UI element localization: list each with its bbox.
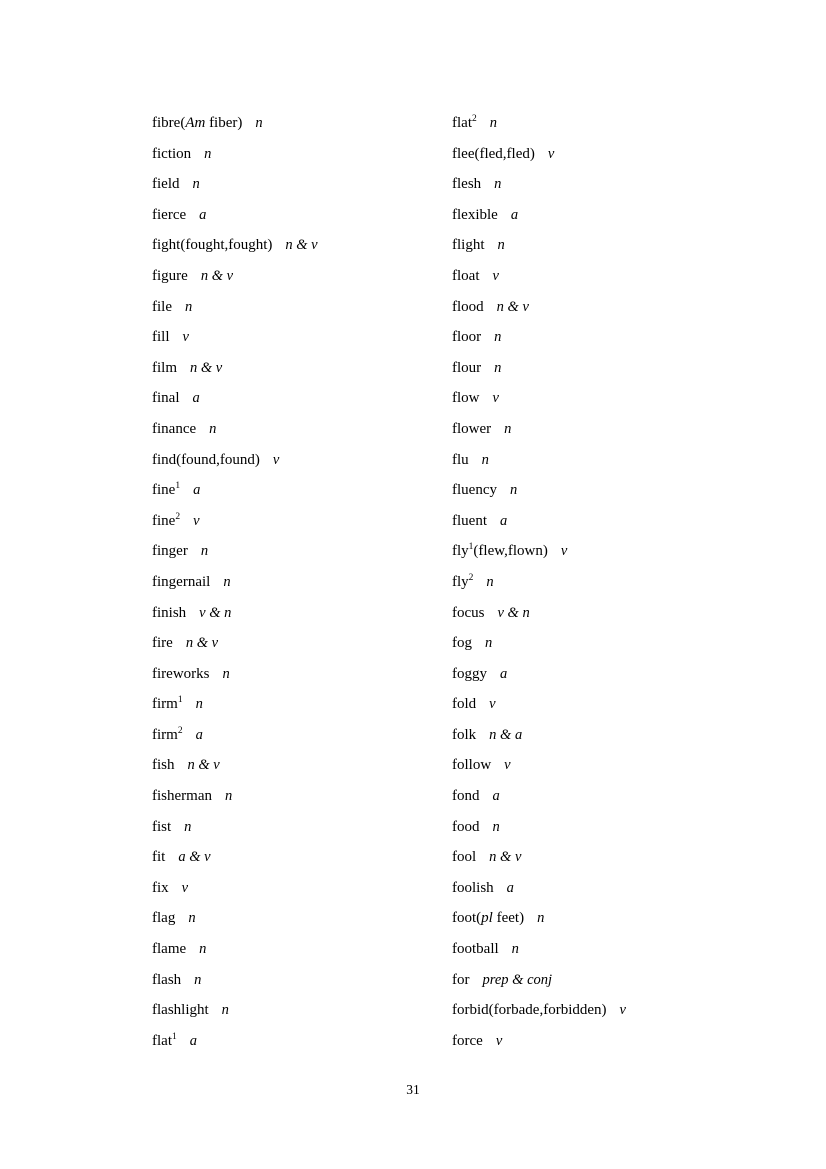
entry-word: fire [152, 635, 173, 652]
entry-word: flour [452, 359, 482, 376]
entry-word: figure [152, 267, 188, 284]
dictionary-entry [452, 873, 692, 904]
dictionary-entry [152, 598, 452, 629]
entry-part-of-speech: a [192, 390, 200, 407]
dictionary-entry [452, 139, 692, 170]
entry-part-of-speech: a [195, 726, 203, 743]
dictionary-entry [452, 230, 692, 261]
right-column [452, 108, 692, 1056]
entry-word: finish [152, 604, 187, 621]
dictionary-entry [452, 720, 692, 751]
dictionary-entry [452, 659, 692, 690]
entry-word: flashlight [152, 1002, 209, 1019]
dictionary-entry [452, 812, 692, 843]
dictionary-entry [152, 567, 452, 598]
entry-word: fisherman [152, 788, 212, 805]
entry-part-of-speech: n [509, 482, 518, 499]
entry-part-of-speech: v [193, 512, 200, 529]
entry-word: foggy [452, 665, 487, 682]
entry-part-of-speech: n [485, 635, 493, 652]
entry-word: float [452, 267, 480, 284]
entry-word: file [152, 298, 172, 315]
dictionary-entry [152, 628, 452, 659]
entry-word: flee(fled,fled) [452, 145, 535, 162]
entry-part-of-speech: n [192, 176, 200, 193]
entry-part-of-speech: n [486, 573, 494, 590]
dictionary-entry [452, 934, 692, 965]
dictionary-entry [452, 567, 692, 598]
dictionary-entry [152, 995, 452, 1026]
dictionary-entry [152, 720, 452, 751]
entry-word: film [152, 359, 177, 376]
entry-word: fierce [152, 206, 187, 223]
entry-word: flat [452, 115, 472, 131]
entry-part-of-speech: v [272, 451, 280, 468]
entry-superscript: 1 [177, 695, 183, 706]
entry-superscript: 2 [177, 725, 183, 736]
entry-part-of-speech: n [537, 910, 545, 927]
entry-word: foot( [452, 910, 482, 927]
dictionary-entry [152, 353, 452, 384]
dictionary-entry [152, 139, 452, 170]
entry-word: finance [152, 420, 197, 437]
entry-word: foolish [452, 879, 494, 896]
entry-part-of-speech: n [497, 237, 505, 254]
entry-part-of-speech: prep & conj [482, 971, 553, 988]
entry-part-of-speech: n & v [496, 298, 529, 315]
dictionary-entry [152, 475, 452, 506]
entry-word: folk [452, 726, 477, 743]
entry-part-of-speech: n & v [489, 849, 522, 866]
entry-part-of-speech: n [504, 420, 512, 437]
entry-part-of-speech: a [510, 206, 519, 223]
entry-word-tail: feet) [492, 910, 525, 927]
dictionary-entry [452, 536, 692, 567]
entry-part-of-speech: a [189, 1032, 197, 1049]
entry-word: field [152, 176, 180, 193]
dictionary-entry [452, 1026, 692, 1057]
entry-part-of-speech: n [185, 298, 193, 315]
entry-word: final [152, 390, 180, 407]
entry-inline-italic: Am [185, 115, 206, 131]
dictionary-entry [152, 414, 452, 445]
dictionary-entry [152, 1026, 452, 1057]
entry-word: fluent [452, 512, 487, 529]
entry-inline-italic: pl [481, 910, 493, 927]
entry-part-of-speech: a [500, 512, 508, 529]
entry-part-of-speech: n [494, 329, 502, 346]
entry-part-of-speech: n [199, 941, 207, 958]
entry-word: fog [452, 635, 472, 652]
entry-part-of-speech: a [492, 788, 500, 805]
entry-superscript: 2 [472, 114, 477, 124]
entry-word: fold [452, 696, 477, 713]
entry-superscript: 2 [175, 511, 181, 522]
dictionary-entry [452, 506, 692, 537]
entry-part-of-speech: n [188, 910, 196, 927]
entry-word: fill [152, 329, 170, 346]
entry-part-of-speech: n [184, 818, 192, 835]
entry-part-of-speech: n & v [200, 267, 234, 284]
dictionary-entry [452, 292, 692, 323]
dictionary-entry [152, 383, 452, 414]
entry-word: fly [452, 543, 469, 560]
entry-word: flat [152, 1032, 172, 1049]
entry-part-of-speech: v [560, 543, 568, 560]
dictionary-entry [452, 965, 692, 996]
entry-word: fond [452, 788, 480, 805]
entry-word: flag [152, 910, 176, 927]
dictionary-entry [452, 842, 692, 873]
entry-part-of-speech: n [195, 696, 203, 713]
entry-word-tail: fiber) [205, 115, 243, 131]
entry-part-of-speech: n [204, 145, 212, 162]
entry-part-of-speech: a [506, 879, 514, 896]
entry-part-of-speech: n [494, 176, 502, 193]
entry-part-of-speech: n [209, 420, 217, 437]
entry-part-of-speech: a [193, 482, 201, 499]
entry-part-of-speech: v & n [497, 604, 530, 621]
entry-word: fine [152, 482, 176, 499]
entry-superscript: 2 [468, 572, 474, 583]
entry-superscript: 1 [468, 542, 474, 553]
entry-word: flower [452, 420, 492, 437]
entry-word: flexible [452, 206, 498, 223]
dictionary-entry [452, 995, 692, 1026]
dictionary-entry [152, 965, 452, 996]
entry-word: fluency [452, 482, 497, 499]
entry-word: flash [152, 971, 182, 988]
entry-word: fingernail [152, 573, 211, 590]
entry-part-of-speech: n [222, 665, 230, 682]
dictionary-entry [152, 200, 452, 231]
entry-part-of-speech: n [511, 941, 519, 958]
left-column [152, 108, 452, 1056]
entry-part-of-speech: v [489, 696, 496, 713]
entry-part-of-speech: n [221, 1002, 229, 1019]
entry-word: flood [452, 298, 484, 315]
entry-part-of-speech: a & v [178, 849, 211, 866]
entry-word: firm [152, 696, 178, 713]
entry-part-of-speech: n & v [187, 757, 220, 774]
entry-word: flight [452, 237, 485, 254]
entry-part-of-speech: n & a [489, 726, 523, 743]
entry-superscript: 1 [172, 1031, 177, 1042]
dictionary-entry [452, 169, 692, 200]
entry-word-tail: (flew,flown) [473, 543, 548, 560]
entry-part-of-speech: n [223, 573, 231, 590]
entry-part-of-speech: v [619, 1002, 626, 1019]
entry-part-of-speech: v [504, 757, 511, 774]
page-number: 31 [406, 1082, 420, 1097]
dictionary-entry [152, 781, 452, 812]
dictionary-entry [152, 903, 452, 934]
dictionary-entry [152, 169, 452, 200]
entry-part-of-speech: n & v [285, 237, 318, 254]
dictionary-entry [452, 108, 692, 139]
dictionary-entry [452, 414, 692, 445]
dictionary-entry [152, 934, 452, 965]
dictionary-entry [452, 353, 692, 384]
dictionary-entry [152, 659, 452, 690]
entry-word: fibre( [152, 115, 186, 131]
entry-part-of-speech: n [255, 115, 263, 131]
entry-part-of-speech: a [500, 665, 508, 682]
entry-part-of-speech: a [199, 206, 207, 223]
entry-word: forbid(forbade,forbidden) [452, 1002, 607, 1019]
dictionary-entry [152, 689, 452, 720]
entry-part-of-speech: n [224, 788, 233, 805]
entry-part-of-speech: v [492, 390, 499, 407]
entry-word: fly [452, 573, 469, 590]
entry-word: for [452, 971, 470, 988]
entry-word: flu [452, 451, 469, 468]
dictionary-entry [452, 689, 692, 720]
entry-part-of-speech: v [495, 1032, 503, 1049]
entry-part-of-speech: v [182, 329, 189, 346]
entry-part-of-speech: n [489, 115, 497, 131]
dictionary-entry [152, 322, 452, 353]
entry-word: force [452, 1032, 483, 1049]
entry-word: food [452, 818, 480, 835]
entry-word: find(found,found) [152, 451, 260, 468]
dictionary-entry [452, 261, 692, 292]
entry-word: fix [152, 879, 169, 896]
dictionary-entry [152, 842, 452, 873]
dictionary-entry [452, 628, 692, 659]
dictionary-entry [152, 108, 452, 139]
dictionary-entry [452, 383, 692, 414]
entry-superscript: 1 [175, 481, 181, 492]
entry-word: follow [452, 757, 492, 774]
entry-part-of-speech: v [492, 267, 499, 284]
entry-part-of-speech: n [481, 451, 489, 468]
entry-word: fine [152, 512, 176, 529]
entry-word: fist [152, 818, 172, 835]
dictionary-entry [152, 812, 452, 843]
entry-part-of-speech: v [181, 879, 189, 896]
entry-part-of-speech: n & v [185, 635, 219, 652]
dictionary-entry [452, 475, 692, 506]
dictionary-entry [152, 445, 452, 476]
dictionary-entry [452, 445, 692, 476]
dictionary-entry [452, 903, 692, 934]
entry-word: fool [452, 849, 477, 866]
entry-word: focus [452, 604, 485, 621]
dictionary-entry [452, 781, 692, 812]
entry-part-of-speech: v & n [199, 604, 232, 621]
dictionary-entry [452, 200, 692, 231]
dictionary-entry [152, 506, 452, 537]
entry-word: fish [152, 757, 175, 774]
entry-part-of-speech: n [200, 543, 209, 560]
entry-word: floor [452, 329, 482, 346]
dictionary-entry [452, 322, 692, 353]
entry-word: fit [152, 849, 166, 866]
entry-part-of-speech: v [547, 145, 555, 162]
entry-word: finger [152, 543, 188, 560]
dictionary-entry [452, 598, 692, 629]
dictionary-entry [152, 750, 452, 781]
entry-part-of-speech: n [494, 359, 502, 376]
dictionary-entry [152, 292, 452, 323]
entry-word: football [452, 941, 499, 958]
dictionary-entry [452, 750, 692, 781]
entry-part-of-speech: n & v [190, 359, 223, 376]
entry-word: fiction [152, 145, 192, 162]
entry-part-of-speech: n [492, 818, 500, 835]
entry-part-of-speech: n [194, 971, 202, 988]
entry-word: flow [452, 390, 480, 407]
dictionary-entry [152, 261, 452, 292]
entry-word: flame [152, 941, 187, 958]
entry-columns [152, 108, 692, 1056]
entry-word: firm [152, 726, 178, 743]
entry-word: flesh [452, 176, 482, 193]
dictionary-entry [152, 536, 452, 567]
entry-word: fight(fought,fought) [152, 237, 273, 254]
dictionary-entry [152, 230, 452, 261]
dictionary-entry [152, 873, 452, 904]
entry-word: fireworks [152, 665, 210, 682]
